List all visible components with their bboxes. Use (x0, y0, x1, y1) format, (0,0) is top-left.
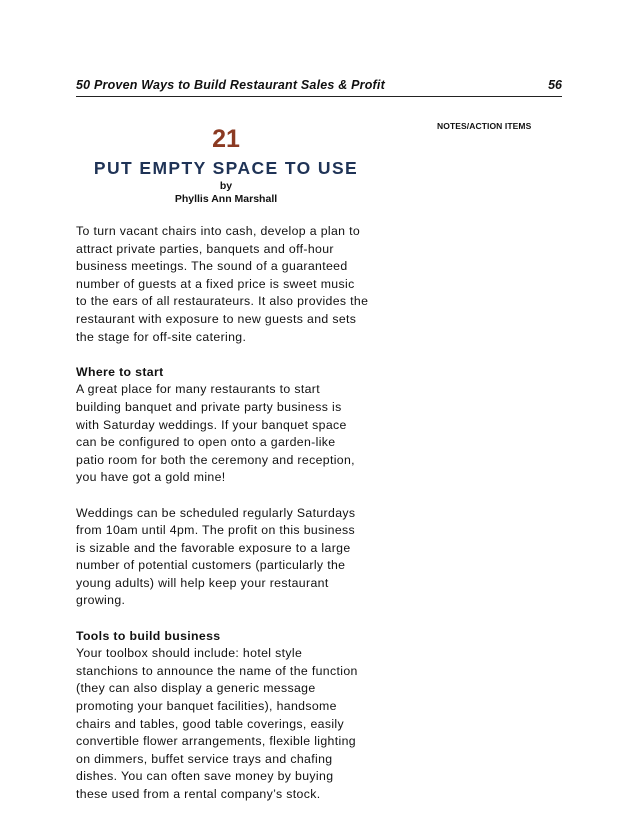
book-title: 50 Proven Ways to Build Restaurant Sales & Profit (76, 78, 385, 92)
text-line: stanchions to announce the name of the function (76, 663, 358, 678)
text-line: these used from a rental company’s stock. (76, 787, 321, 801)
where-to-start-section (76, 364, 386, 487)
text-line: number of guests at a fixed price is sweet music (76, 276, 355, 291)
text-line: number of potential customers (particularly the (76, 558, 346, 573)
text-line: chairs and tables, good table coverings, easily (76, 716, 345, 731)
text-line: Weddings can be scheduled regularly Saturdays (76, 505, 356, 520)
page-number: 56 (548, 78, 562, 92)
text-line: young adults) will help keep your restaurant (76, 575, 329, 590)
notes-action-items-label: NOTES/ACTION ITEMS (437, 121, 532, 131)
text-line: restaurant with exposure to new guests and sets (76, 311, 357, 326)
text-line: patio room for both the ceremony and reception, (76, 452, 355, 467)
page-header (76, 76, 562, 97)
author-name: Phyllis Ann Marshall (174, 193, 278, 205)
section-heading: Where to start (76, 364, 164, 379)
article-body (76, 223, 386, 821)
text-line: on dimmers, buffet service trays and chafing (76, 751, 333, 766)
text-line: you have got a gold mine! (76, 470, 226, 485)
text-line: growing. (76, 593, 126, 608)
text-line: the stage for off-site catering. (76, 329, 247, 344)
chapter-title: PUT EMPTY SPACE TO USE (93, 158, 359, 178)
text-line: promoting your banquet facilities), handsome (76, 699, 337, 714)
text-line: To turn vacant chairs into cash, develop a plan to (76, 224, 361, 238)
tools-section (76, 628, 386, 804)
text-line: dishes. You can often save money by buying (76, 769, 334, 784)
text-line: from 10am until 4pm. The profit on this business (76, 523, 356, 538)
text-line: A great place for many restaurants to start (76, 382, 321, 397)
text-line: building banquet and private party business is (76, 399, 342, 414)
text-line: attract private parties, banquets and off-hour (76, 241, 334, 256)
text-line: business meetings. The sound of a guaranteed (76, 259, 348, 274)
chapter-number-text: 21 (212, 125, 240, 153)
text-line: is sizable and the favorable exposure to a large (76, 540, 351, 555)
text-line: (they can also display a generic message (76, 681, 316, 696)
text-line: Your toolbox should include: hotel style (76, 646, 303, 661)
byline (76, 180, 376, 206)
by-label: by (219, 180, 233, 192)
text-line: to the ears of all restaurateurs. It also provides the (76, 294, 369, 309)
text-line: with Saturday weddings. If your banquet space (76, 417, 347, 432)
text-line: can be configured to open onto a garden-like (76, 435, 336, 450)
text-line: convertible flower arrangements, flexible lighting (76, 734, 356, 749)
weddings-paragraph (76, 505, 386, 611)
chapter-number (76, 125, 376, 154)
section-heading: Tools to build business (76, 628, 221, 643)
intro-paragraph (76, 223, 386, 346)
